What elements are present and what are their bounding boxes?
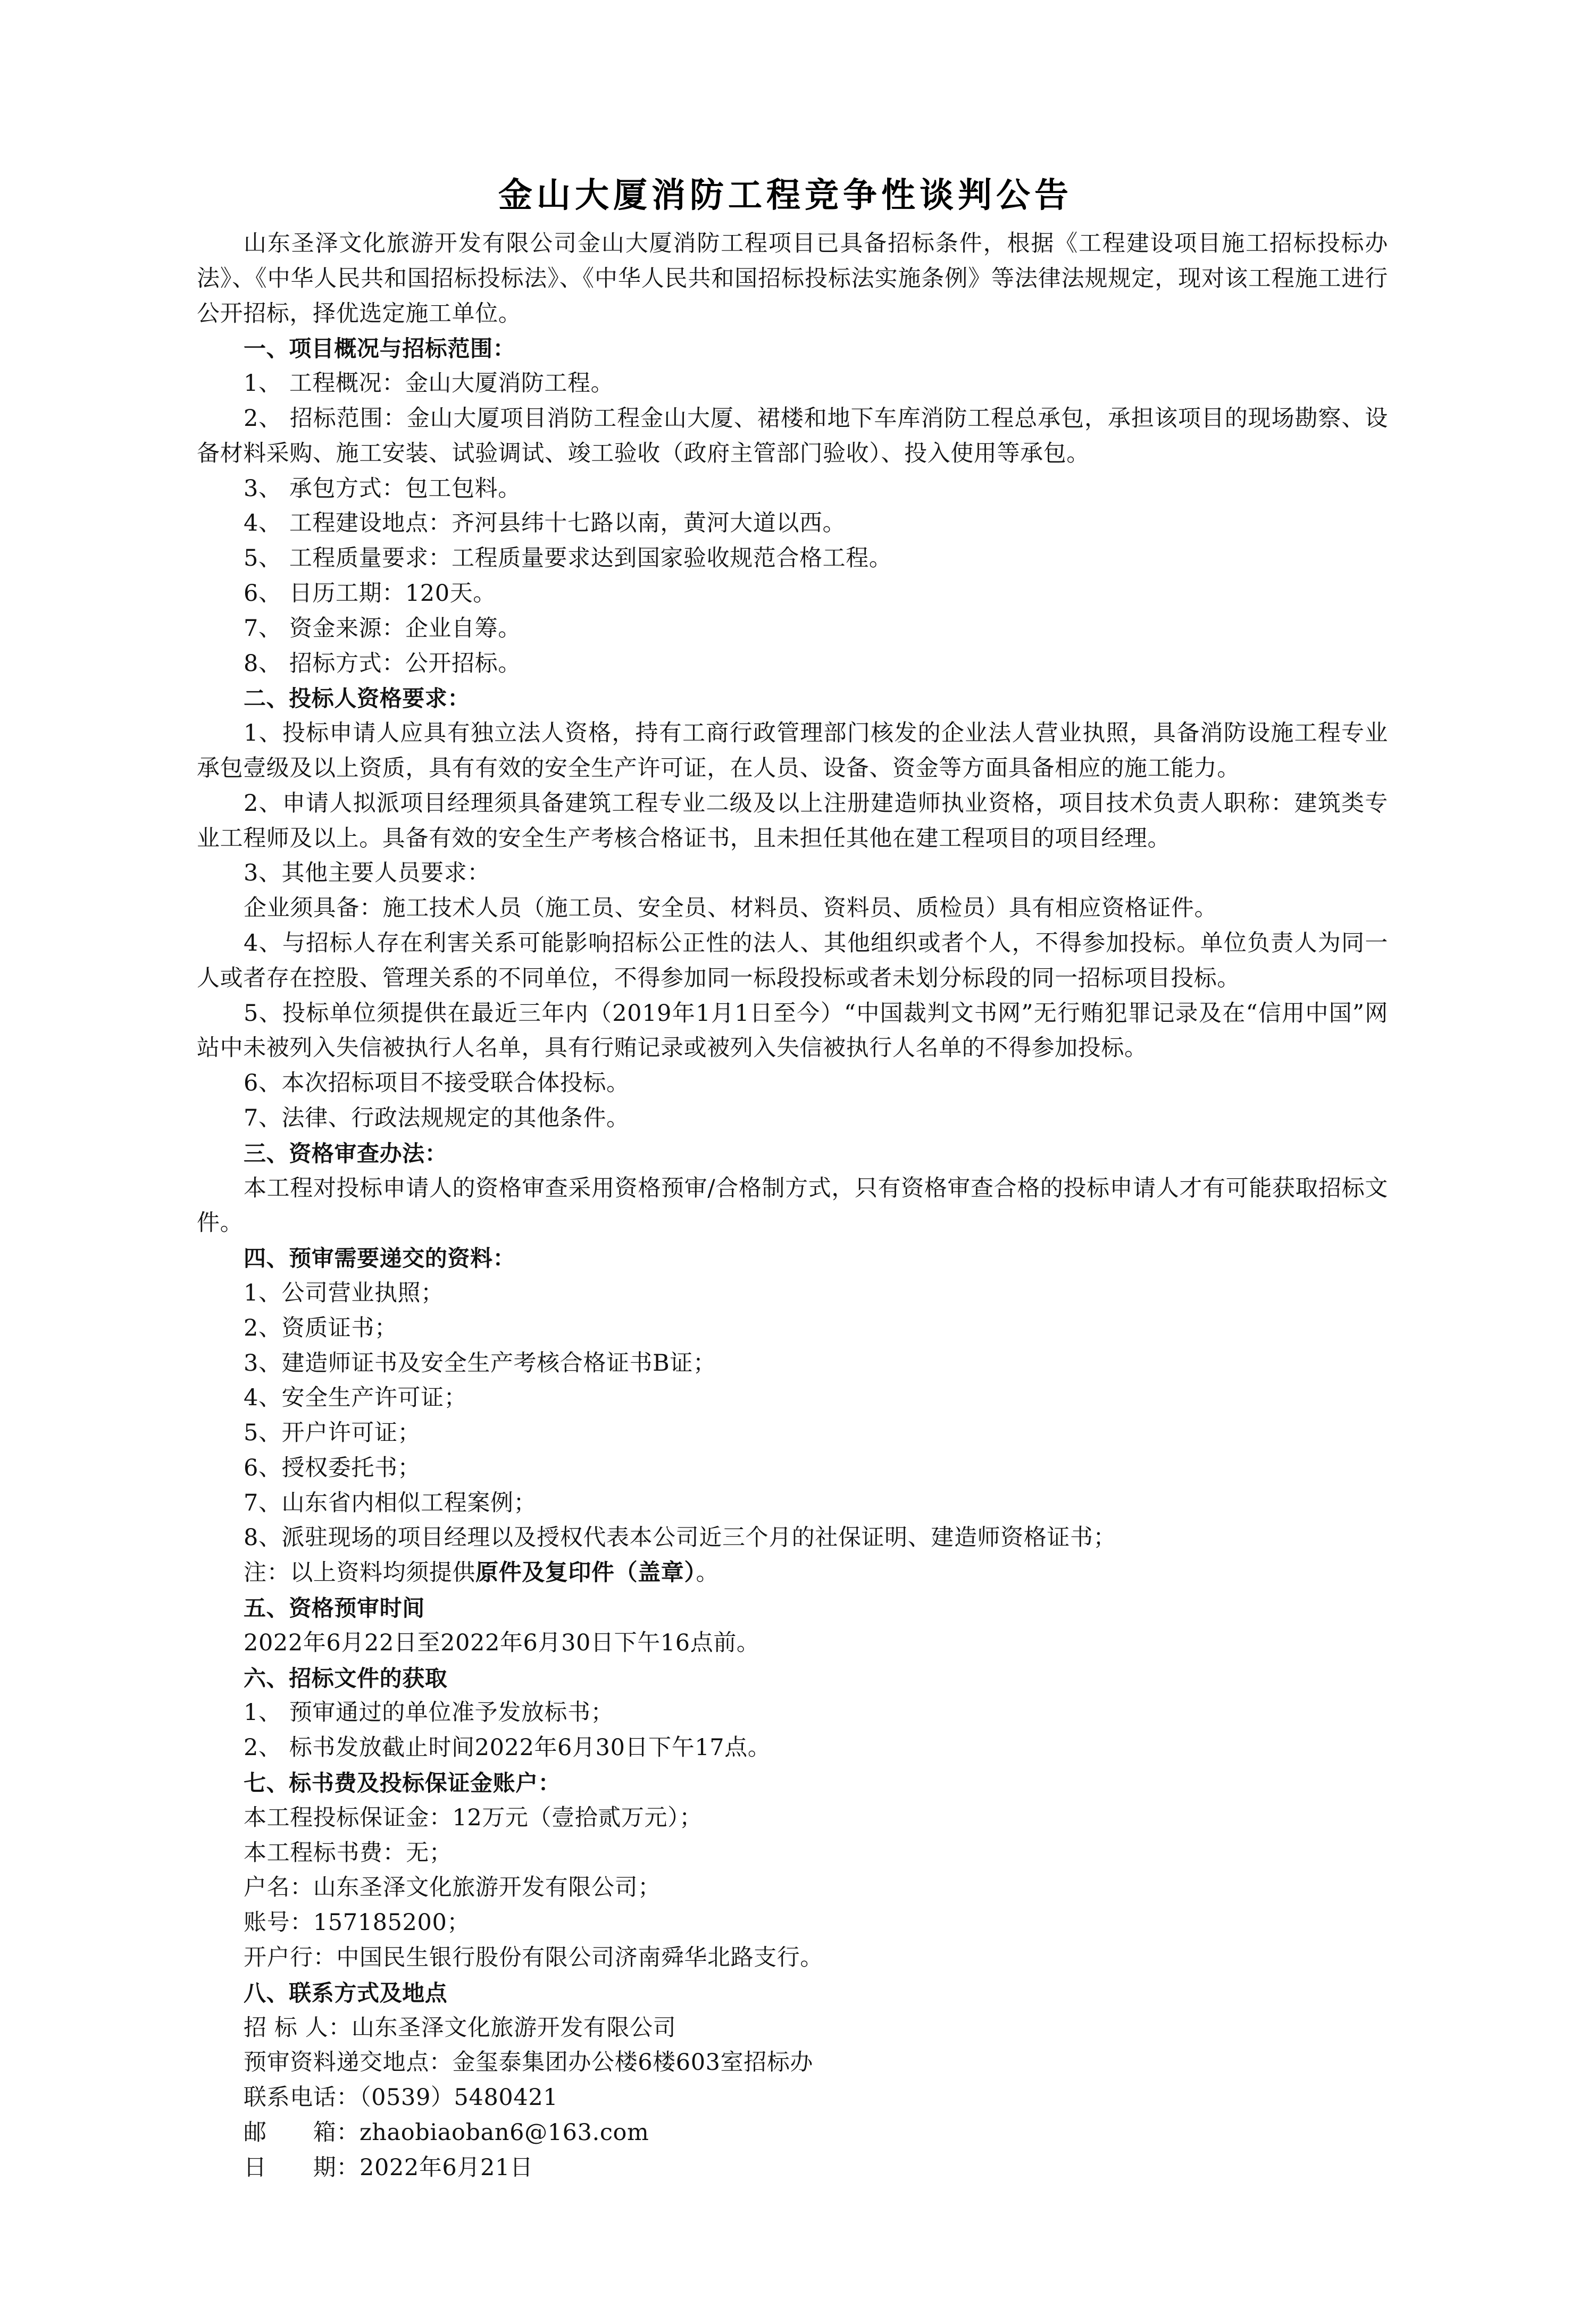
section-4-item: 2、资质证书； xyxy=(244,1314,398,1341)
contact-email: 邮 箱：zhaobiaoban6@163.com xyxy=(244,2119,649,2146)
section-4-item: 4、安全生产许可证； xyxy=(244,1385,467,1412)
section-2-item: 5、投标单位须提供在最近三年内（2019年1月1日至今）“中国裁判文书网”无行贿犯罪记录及在“信用中国”网站中未被列入失信被执行人名单，具有行贿记录或被列入失信被执行人名单的不得参加投标。 xyxy=(197,1000,1388,1062)
section-6-item: 2、 标书发放截止时间2022年6月30日下午17点。 xyxy=(244,1734,771,1761)
section-3-item: 本工程对投标申请人的资格审查采用资格预审/合格制方式，只有资格审查合格的投标申请人才有可能获取招标文件。 xyxy=(197,1174,1388,1237)
section-7-item: 账号：157185200； xyxy=(244,1909,471,1936)
section-2-item: 7、法律、行政法规规定的其他条件。 xyxy=(244,1104,630,1131)
section-1-item: 5、 工程质量要求：工程质量要求达到国家验收规范合格工程。 xyxy=(244,545,892,572)
note-prefix: 注：以上资料均须提供 xyxy=(244,1559,475,1587)
section-1-item: 3、 承包方式：包工包料。 xyxy=(244,475,521,502)
section-2-item: 4、与招标人存在利害关系可能影响招标公正性的法人、其他组织或者个人，不得参加投标。单位负责人为同一人或者存在控股、管理关系的不同单位，不得参加同一标段投标或者未划分标段的同一招标项目投标。 xyxy=(197,929,1388,992)
section-2-item: 6、本次招标项目不接受联合体投标。 xyxy=(244,1070,630,1097)
contact-address: 预审资料递交地点：金玺泰集团办公楼6楼603室招标办 xyxy=(244,2049,814,2076)
section-4-item: 6、授权委托书； xyxy=(244,1454,421,1481)
section-heading-4: 四、预审需要递交的资料： xyxy=(244,1245,516,1272)
section-1-item: 6、 日历工期：120天。 xyxy=(244,580,496,607)
section-1-item: 8、 招标方式：公开招标。 xyxy=(244,650,521,677)
section-heading-8: 八、联系方式及地点 xyxy=(244,1979,448,2006)
section-heading-3: 三、资格审查办法： xyxy=(244,1140,448,1167)
section-4-item: 3、建造师证书及安全生产考核合格证书B证； xyxy=(244,1349,716,1377)
section-4-item: 1、公司营业执照； xyxy=(244,1279,444,1306)
section-4-note xyxy=(197,1556,1388,1591)
document-title: 金山大厦消防工程竞争性谈判公告 xyxy=(498,176,1073,215)
note-suffix: 。 xyxy=(696,1559,720,1587)
section-2-item: 2、申请人拟派项目经理须具备建筑工程专业二级及以上注册建造师执业资格，项目技术负责人职称：建筑类专业工程师及以上。具备有效的安全生产考核合格证书，且未担任其他在建工程项目的项目经理。 xyxy=(197,790,1388,852)
section-7-item: 开户行：中国民生银行股份有限公司济南舜华北路支行。 xyxy=(244,1944,823,1971)
contact-phone: 联系电话：（0539）5480421 xyxy=(244,2084,558,2111)
section-heading-5: 五、资格预审时间 xyxy=(244,1595,425,1622)
section-heading-2: 二、投标人资格要求： xyxy=(244,685,471,712)
intro-paragraph: 山东圣泽文化旅游开发有限公司金山大厦消防工程项目已具备招标条件，根据《工程建设项目施工招标投标办法》、《中华人民共和国招标投标法》、《中华人民共和国招标投标法实施条例》等法律法规规定，现对该工程施工进行公开招标，择优选定施工单位。 xyxy=(197,230,1388,327)
note-bold: 原件及复印件（盖章） xyxy=(475,1559,696,1587)
section-7-item: 户名：山东圣泽文化旅游开发有限公司； xyxy=(244,1874,661,1901)
document-body xyxy=(197,226,1388,2186)
section-6-item: 1、 预审通过的单位准予发放标书； xyxy=(244,1699,614,1726)
section-2-item: 1、投标申请人应具有独立法人资格，持有工商行政管理部门核发的企业法人营业执照，具备消防设施工程专业承包壹级及以上资质，具有有效的安全生产许可证，在人员、设备、资金等方面具备相应的施工能力。 xyxy=(197,720,1388,782)
contact-date: 日 期：2022年6月21日 xyxy=(244,2154,533,2181)
section-1-item: 1、 工程概况：金山大厦消防工程。 xyxy=(244,370,614,397)
section-2-item: 3、其他主要人员要求： xyxy=(244,860,490,887)
section-7-item: 本工程标书费：无； xyxy=(244,1839,453,1866)
section-2-item: 企业须具备：施工技术人员（施工员、安全员、材料员、资料员、质检员）具有相应资格证件。 xyxy=(244,895,1218,922)
section-heading-1: 一、项目概况与招标范围： xyxy=(244,335,516,362)
section-1-item: 2、 招标范围：金山大厦项目消防工程金山大厦、裙楼和地下车库消防工程总承包，承担该项目的现场勘察、设备材料采购、施工安装、试验调试、竣工验收（政府主管部门验收）、投入使用等承包。 xyxy=(197,405,1388,467)
section-heading-7: 七、标书费及投标保证金账户： xyxy=(244,1770,561,1797)
section-1-item: 7、 资金来源：企业自筹。 xyxy=(244,615,521,642)
section-7-item: 本工程投标保证金：12万元（壹拾贰万元）； xyxy=(244,1804,703,1831)
contact-tenderer: 招 标 人：山东圣泽文化旅游开发有限公司 xyxy=(244,2014,676,2041)
section-4-item: 7、山东省内相似工程案例； xyxy=(244,1489,537,1516)
section-5-item: 2022年6月22日至2022年6月30日下午16点前。 xyxy=(244,1629,760,1656)
section-4-item: 5、开户许可证； xyxy=(244,1420,421,1447)
section-heading-6: 六、招标文件的获取 xyxy=(244,1665,448,1691)
section-1-item: 4、 工程建设地点：齐河县纬十七路以南，黄河大道以西。 xyxy=(244,510,846,537)
section-4-item: 8、派驻现场的项目经理以及授权代表本公司近三个月的社保证明、建造师资格证书； xyxy=(244,1524,1117,1551)
